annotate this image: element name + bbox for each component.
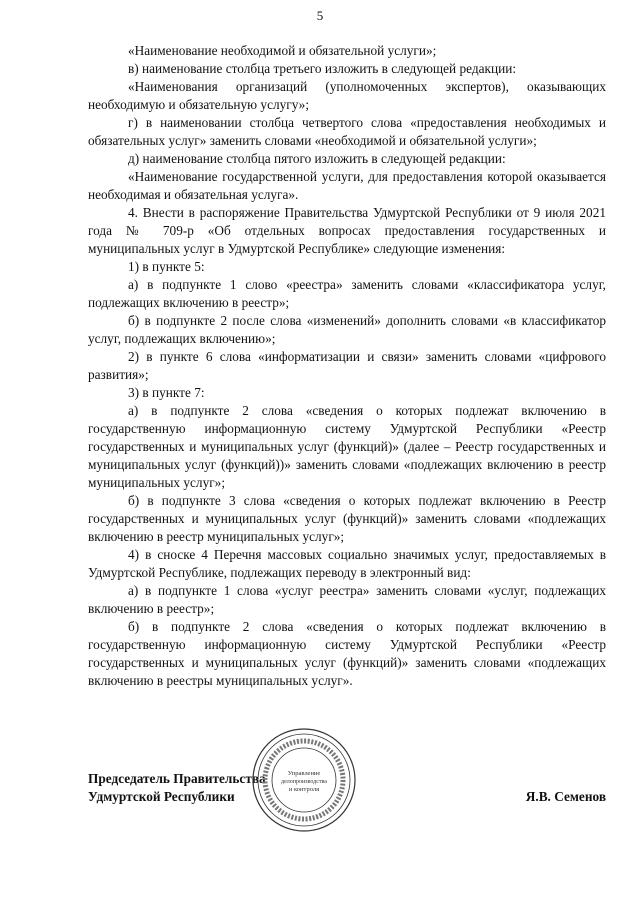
svg-text:делопроизводства: делопроизводства — [281, 779, 327, 785]
paragraph: «Наименование государственной услуги, для предоставления которой оказывается необходимая и обязательная услуга». — [88, 169, 606, 202]
paragraph: а) в подпункте 1 слова «услуг реестра» заменить словами «услуг, подлежащих включению в реестр»; — [88, 583, 606, 616]
paragraph: 4. Внести в распоряжение Правительства Удмуртской Республики от 9 июля 2021 года № 709-р «Об отдельных вопросах предоставления государственных и муниципальных услуг в Удмуртской Республике» следующие изменения: — [88, 205, 606, 256]
paragraph: 2) в пункте 6 слова «информатизации и связи» заменить словами «цифрового развития»; — [88, 349, 606, 382]
paragraph: «Наименования организаций (уполномоченных экспертов), оказывающих необходимую и обязательную услугу»; — [88, 79, 606, 112]
svg-text:Управление: Управление — [287, 770, 321, 777]
paragraph: д) наименование столбца пятого изложить в следующей редакции: — [128, 151, 506, 166]
paragraph: 4) в сноске 4 Перечня массовых социально значимых услуг, предоставляемых в Удмуртской Республике, подлежащих переводу в электронный вид: — [88, 547, 606, 580]
paragraph: 1) в пункте 5: — [128, 259, 205, 274]
paragraph: б) в подпункте 2 слова «сведения о которых подлежат включению в государственную информационную систему Удмуртской Республики «Реестр государственных и муниципальных услуг (функций)» заменить словами «подлежащих включению в реестры муниципальных услуг». — [88, 619, 606, 688]
paragraph: 3) в пункте 7: — [128, 385, 205, 400]
paragraph: а) в подпункте 2 слова «сведения о которых подлежат включению в государственную информационную систему Удмуртской Республики «Реестр государственных и муниципальных услуг (функций)» (далее – Реестр государственных и муниципальных услуг (функций))» заменить словами «подлежащих включению в реестр муниципальных услуг»; — [88, 403, 606, 490]
position-line: Удмуртской Республики — [88, 789, 235, 804]
paragraph: б) в подпункте 3 слова «сведения о которых подлежат включению в Реестр государственных и муниципальных услуг (функций)» заменить словами «подлежащих включению в реестр муниципальных услуг»; — [88, 493, 606, 544]
paragraph: в) наименование столбца третьего изложить в следующей редакции: — [128, 61, 517, 76]
position-line: Председатель Правительства — [88, 771, 266, 786]
signatory-name: Я.В. Семенов — [525, 789, 606, 804]
paragraph: «Наименование необходимой и обязательной услуги»; — [128, 43, 437, 58]
signatory-position — [88, 770, 266, 806]
page-number: 5 — [316, 8, 324, 23]
paragraph: г) в наименовании столбца четвертого слова «предоставления необходимых и обязательных услуг» заменить словами «необходимой и обязательной услуги»; — [88, 115, 606, 148]
paragraph: б) в подпункте 2 после слова «изменений» дополнить словами «в классификатор услуг, подлежащих включению»; — [88, 313, 606, 346]
official-stamp — [250, 726, 358, 834]
document-body — [88, 42, 606, 690]
svg-text:и контроля: и контроля — [288, 786, 320, 793]
paragraph: а) в подпункте 1 слово «реестра» заменить словами «классификатора услуг, подлежащих включению в реестр»; — [88, 277, 606, 310]
